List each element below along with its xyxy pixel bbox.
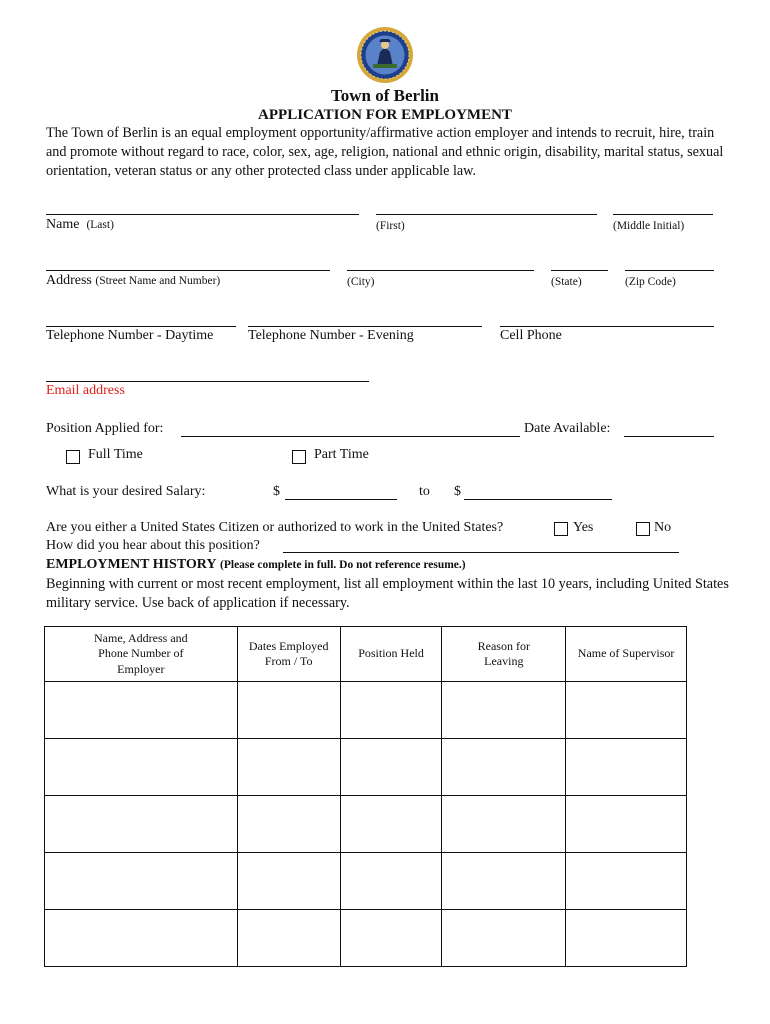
reason-cell[interactable] [442,682,566,739]
dates-cell[interactable] [237,682,340,739]
city-field[interactable] [347,270,534,271]
position-cell[interactable] [340,796,442,853]
town-title: Town of Berlin [330,86,439,105]
position-field[interactable] [181,436,520,437]
reason-cell[interactable] [442,910,566,967]
position-label: Position Applied for: [46,421,164,436]
citizen-yes-checkbox[interactable] [554,522,568,536]
dates-cell[interactable] [237,853,340,910]
town-seal-icon [356,26,414,84]
table-row [45,853,687,910]
hear-field[interactable] [283,552,679,553]
street-field[interactable] [46,270,330,271]
evening-phone-label: Telephone Number - Evening [248,328,414,343]
salary-to-field[interactable] [464,499,612,500]
supervisor-cell[interactable] [566,910,687,967]
city-hint: (City) [347,276,375,288]
reason-cell[interactable] [442,739,566,796]
table-row [45,739,687,796]
state-field[interactable] [551,270,608,271]
col-employer-header: Name, Address and Phone Number of Employer [45,627,238,682]
last-name-field[interactable] [46,214,359,215]
zip-hint: (Zip Code) [625,276,676,288]
position-cell[interactable] [340,682,442,739]
email-label: Email address [46,383,125,398]
supervisor-cell[interactable] [566,796,687,853]
employer-cell[interactable] [45,796,238,853]
part-time-label: Part Time [314,447,369,462]
salary-from-currency: $ [273,484,280,499]
employment-heading-line [46,557,466,573]
citizen-no-label: No [654,520,672,535]
supervisor-cell[interactable] [566,739,687,796]
zip-field[interactable] [625,270,714,271]
supervisor-cell[interactable] [566,682,687,739]
eeo-statement: The Town of Berlin is an equal employment opportunity/affirmative action employer and intends to recruit, hire, train and promote without regard to race, color, sex, age, religion, national and ethnic origin, disability, marital status, sexual orientation, veteran status or any other protected class under applicable law. [46,125,724,179]
table-row [45,682,687,739]
dates-cell[interactable] [237,796,340,853]
form-title: APPLICATION FOR EMPLOYMENT [258,107,512,123]
supervisor-cell[interactable] [566,853,687,910]
address-label: Address (Street Name and Number) [46,273,221,288]
evening-phone-field[interactable] [248,326,482,327]
reason-cell[interactable] [442,853,566,910]
employment-heading: EMPLOYMENT HISTORY [46,557,217,572]
name-label: Name (Last) [46,217,114,232]
citizen-yes-label: Yes [573,520,594,535]
dates-cell[interactable] [237,910,340,967]
citizen-question: Are you either a United States Citizen or authorized to work in the United States? [46,520,504,535]
cell-phone-label: Cell Phone [500,328,562,343]
state-hint: (State) [551,276,582,288]
salary-from-field[interactable] [285,499,397,500]
employment-note: (Please complete in full. Do not reference resume.) [220,559,466,571]
dates-cell[interactable] [237,739,340,796]
reason-cell[interactable] [442,796,566,853]
salary-to-label: to [419,484,430,499]
employer-cell[interactable] [45,853,238,910]
employer-cell[interactable] [45,910,238,967]
street-hint: (Street Name and Number) [95,275,221,287]
salary-to-currency: $ [454,484,461,499]
employment-header-row [45,627,687,682]
col-supervisor-header: Name of Supervisor [566,627,687,682]
position-cell[interactable] [340,739,442,796]
middle-initial-field[interactable] [613,214,713,215]
table-row [45,910,687,967]
cell-phone-field[interactable] [500,326,714,327]
first-name-hint: (First) [376,220,405,232]
last-name-hint: (Last) [86,219,114,231]
citizen-no-checkbox[interactable] [636,522,650,536]
date-available-field[interactable] [624,436,714,437]
salary-label: What is your desired Salary: [46,484,206,499]
middle-initial-hint: (Middle Initial) [613,220,685,232]
employment-instructions: Beginning with current or most recent employment, list all employment within the last 10 years, including United States military service. Use back of application if necessary. [46,576,729,611]
employment-table [44,626,687,967]
position-cell[interactable] [340,853,442,910]
employer-cell[interactable] [45,739,238,796]
email-field[interactable] [46,381,369,382]
daytime-phone-field[interactable] [46,326,236,327]
position-cell[interactable] [340,910,442,967]
table-row [45,796,687,853]
col-reason-header: Reason for Leaving [442,627,566,682]
full-time-checkbox[interactable] [66,450,80,464]
daytime-phone-label: Telephone Number - Daytime [46,328,214,343]
col-position-header: Position Held [340,627,442,682]
employer-cell[interactable] [45,682,238,739]
col-dates-header: Dates Employed From / To [237,627,340,682]
full-time-label: Full Time [88,447,143,462]
first-name-field[interactable] [376,214,597,215]
hear-question: How did you hear about this position? [46,538,260,553]
part-time-checkbox[interactable] [292,450,306,464]
date-available-label: Date Available: [524,421,611,436]
